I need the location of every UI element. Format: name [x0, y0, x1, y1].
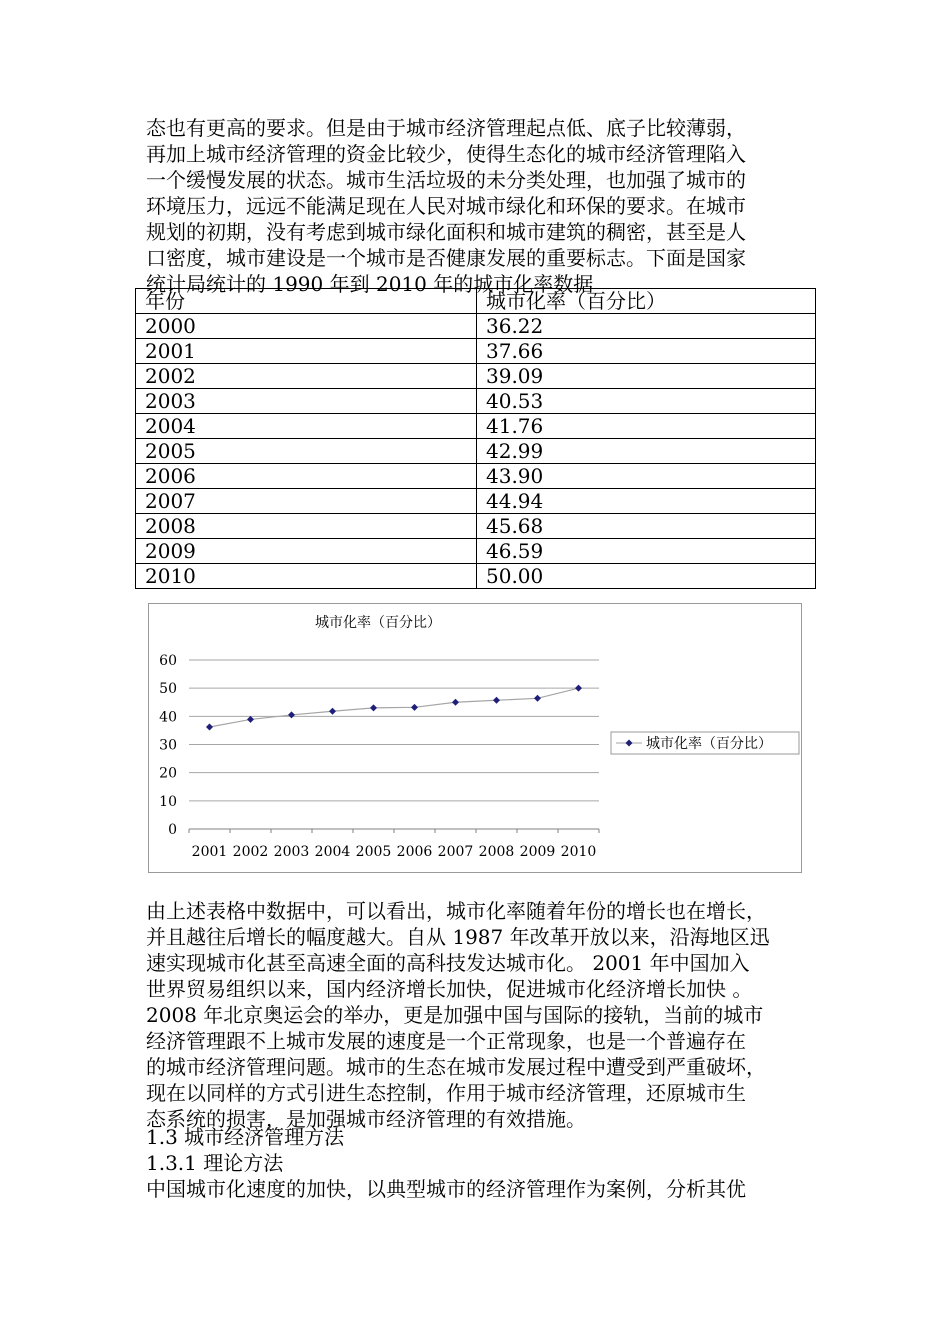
text-line: 现在以同样的方式引进生态控制，作用于城市经济管理，还原城市生	[146, 1081, 746, 1105]
table-cell-year: 2002	[136, 364, 477, 389]
subsection-heading: 1.3.1 理论方法	[146, 1151, 284, 1175]
urbanization-table	[135, 288, 816, 589]
data-point-marker	[329, 708, 336, 715]
table-cell-year: 2007	[136, 489, 477, 514]
table-cell-year: 2006	[136, 464, 477, 489]
table-row	[136, 339, 816, 364]
text-line: 口密度，城市建设是一个城市是否健康发展的重要标志。下面是国家	[146, 246, 746, 270]
table-row	[136, 489, 816, 514]
table-cell-year: 2009	[136, 539, 477, 564]
table-cell-rate: 43.90	[477, 464, 816, 489]
data-point-marker	[370, 704, 377, 711]
text-line: 一个缓慢发展的状态。城市生活垃圾的未分类处理，也加强了城市的	[146, 168, 746, 192]
chart-legend	[611, 732, 799, 754]
text-line: 环境压力，远远不能满足现在人民对城市绿化和环保的要求。在城市	[146, 194, 746, 218]
y-tick-label: 60	[159, 653, 177, 669]
y-tick-label: 50	[159, 681, 177, 698]
table-cell-year: 2004	[136, 414, 477, 439]
data-point-marker	[288, 711, 295, 718]
table-row	[136, 439, 816, 464]
chart-title: 城市化率（百分比）	[315, 615, 441, 631]
text-line: 速实现城市化甚至高速全面的高科技发达城市化。 2001 年中国加入	[146, 951, 750, 975]
urbanization-line-chart	[148, 603, 802, 873]
data-point-marker	[534, 695, 541, 702]
text-line: 世界贸易组织以来，国内经济增长加快，促进城市化经济增长加快 。	[146, 977, 753, 1001]
x-tick-label: 2010	[560, 844, 597, 860]
section-heading: 1.3 城市经济管理方法	[146, 1125, 345, 1149]
table-row	[136, 464, 816, 489]
table-row	[136, 364, 816, 389]
table-cell-rate: 41.76	[477, 414, 816, 439]
table-cell-year: 2005	[136, 439, 477, 464]
x-tick-label: 2007	[437, 844, 474, 860]
legend-label: 城市化率（百分比）	[646, 736, 772, 752]
chart-series	[206, 685, 582, 731]
x-tick-label: 2008	[478, 844, 515, 860]
analysis-paragraph	[146, 898, 816, 1132]
table-cell-year: 2008	[136, 514, 477, 539]
y-tick-label: 30	[159, 737, 177, 754]
table-cell-rate: 37.66	[477, 339, 816, 364]
chart-gridlines	[189, 660, 599, 829]
table-cell-rate: 50.00	[477, 564, 816, 589]
text-line: 2008 年北京奥运会的举办，更是加强中国与国际的接轨，当前的城市	[146, 1003, 764, 1027]
table-row	[136, 389, 816, 414]
y-tick-label: 20	[159, 765, 177, 782]
data-point-marker	[247, 716, 254, 723]
data-point-marker	[206, 723, 213, 730]
y-tick-label: 0	[168, 822, 177, 838]
table-cell-rate: 40.53	[477, 389, 816, 414]
text-line: 再加上城市经济管理的资金比较少，使得生态化的城市经济管理陷入	[146, 142, 746, 166]
text-line: 的城市经济管理问题。城市的生态在城市发展过程中遭受到严重破坏，	[146, 1055, 766, 1079]
table-cell-year: 2000	[136, 314, 477, 339]
text-line: 统计局统计的 1990 年到 2010 年的城市化率数据	[146, 272, 594, 296]
data-point-marker	[411, 704, 418, 711]
data-point-marker	[452, 699, 459, 706]
series-line	[210, 688, 579, 727]
x-tick-label: 2009	[519, 844, 556, 860]
table-row	[136, 314, 816, 339]
chart-y-ticks	[159, 653, 177, 838]
table-cell-rate: 44.94	[477, 489, 816, 514]
table-cell-rate: 46.59	[477, 539, 816, 564]
chart-canvas	[149, 604, 801, 872]
x-tick-label: 2003	[273, 844, 310, 860]
text-line: 并且越往后增长的幅度越大。自从 1987 年改革开放以来，沿海地区迅	[146, 925, 770, 949]
table-cell-year: 2010	[136, 564, 477, 589]
table-cell-rate: 42.99	[477, 439, 816, 464]
text-line: 态也有更高的要求。但是由于城市经济管理起点低、底子比较薄弱，	[146, 116, 746, 140]
table-row	[136, 539, 816, 564]
table-cell-rate: 39.09	[477, 364, 816, 389]
data-point-marker	[575, 685, 582, 692]
table-header-year: 年份	[136, 289, 477, 314]
text-line: 由上述表格中数据中，可以看出，城市化率随着年份的增长也在增长，	[146, 899, 766, 923]
table-header-row	[136, 289, 816, 314]
y-tick-label: 40	[159, 709, 177, 726]
text-line: 态系统的损害，是加强城市经济管理的有效措施。	[146, 1107, 586, 1131]
x-tick-label: 2006	[396, 844, 433, 860]
table-cell-year: 2001	[136, 339, 477, 364]
x-tick-label: 2005	[355, 844, 392, 860]
table-cell-rate: 45.68	[477, 514, 816, 539]
x-tick-label: 2001	[191, 844, 228, 860]
table-row	[136, 514, 816, 539]
table-cell-rate: 36.22	[477, 314, 816, 339]
table-header-rate: 城市化率（百分比）	[477, 289, 816, 314]
y-tick-label: 10	[159, 793, 177, 810]
table-cell-year: 2003	[136, 389, 477, 414]
table-row	[136, 564, 816, 589]
chart-x-ticks	[189, 829, 599, 860]
x-tick-label: 2004	[314, 844, 351, 860]
x-tick-label: 2002	[232, 844, 269, 860]
table-row	[136, 414, 816, 439]
text-line: 规划的初期，没有考虑到城市绿化面积和城市建筑的稠密，甚至是人	[146, 220, 746, 244]
text-line: 经济管理跟不上城市发展的速度是一个正常现象，也是一个普遍存在	[146, 1029, 746, 1053]
intro-paragraph	[146, 115, 816, 297]
data-point-marker	[493, 697, 500, 704]
body-paragraph: 中国城市化速度的加快，以典型城市的经济管理作为案例，分析其优	[146, 1177, 746, 1201]
